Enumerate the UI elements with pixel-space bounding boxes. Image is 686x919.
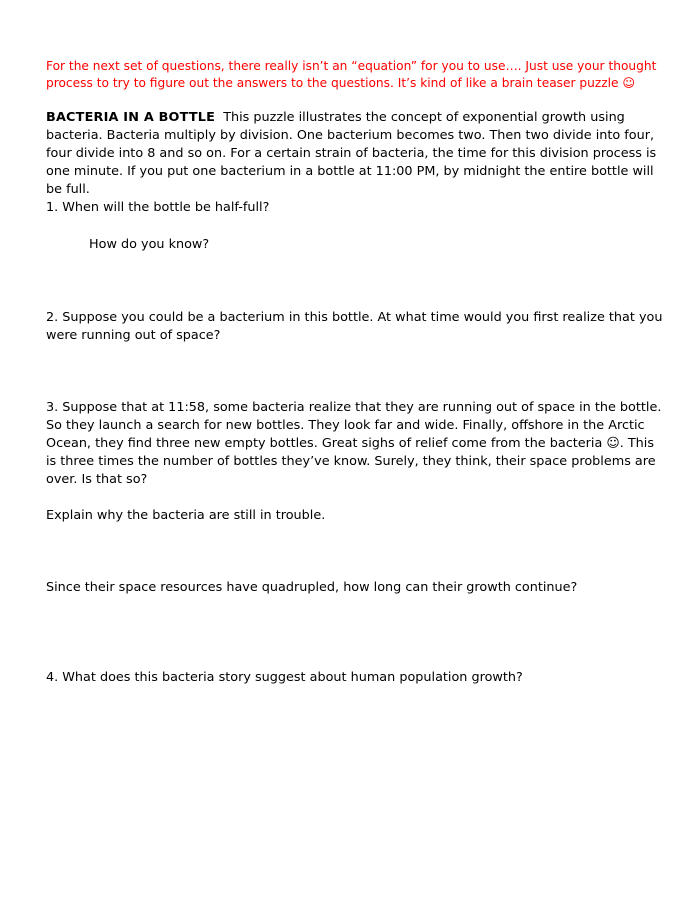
question-3-explain: Explain why the bacteria are still in trouble. <box>46 508 326 523</box>
question-3-followup: Since their space resources have quadrupled, how long can their growth continue? <box>46 580 578 595</box>
instructions-intro: For the next set of questions, there really isn’t an “equation” for you to use…. Just use your thought process to try to figure out the answers to the questions. It’s kind of like a brain teaser puzzle ☺ <box>46 59 657 90</box>
question-3: 3. Suppose that at 11:58, some bacteria realize that they are running out of space in the bottle. So they launch a search for new bottles. They look far and wide. Finally, offshore in the Arctic Ocean, they find three new empty bottles. Great sighs of relief come from the bacteria ☺. This is three times the number of bottles they’ve know. Surely, they think, their space problems are over. Is that so? <box>46 400 662 487</box>
question-1: 1. When will the bottle be half-full? <box>46 200 270 215</box>
question-4: 4. What does this bacteria story suggest about human population growth? <box>46 670 523 685</box>
puzzle-paragraph <box>46 109 666 199</box>
puzzle-title: BACTERIA IN A BOTTLE <box>46 110 216 125</box>
question-1-followup: How do you know? <box>89 237 210 252</box>
puzzle-body: This puzzle illustrates the concept of exponential growth using bacteria. Bacteria multiply by division. One bacterium becomes two. Then two divide into four, four divide into 8 and so on. For a certain strain of bacteria, the time for this division process is one minute. If you put one bacterium in a bottle at 11:00 PM, by midnight the entire bottle will be full. <box>46 110 657 197</box>
question-2: 2. Suppose you could be a bacterium in this bottle. At what time would you first realize that you were running out of space? <box>46 310 663 343</box>
